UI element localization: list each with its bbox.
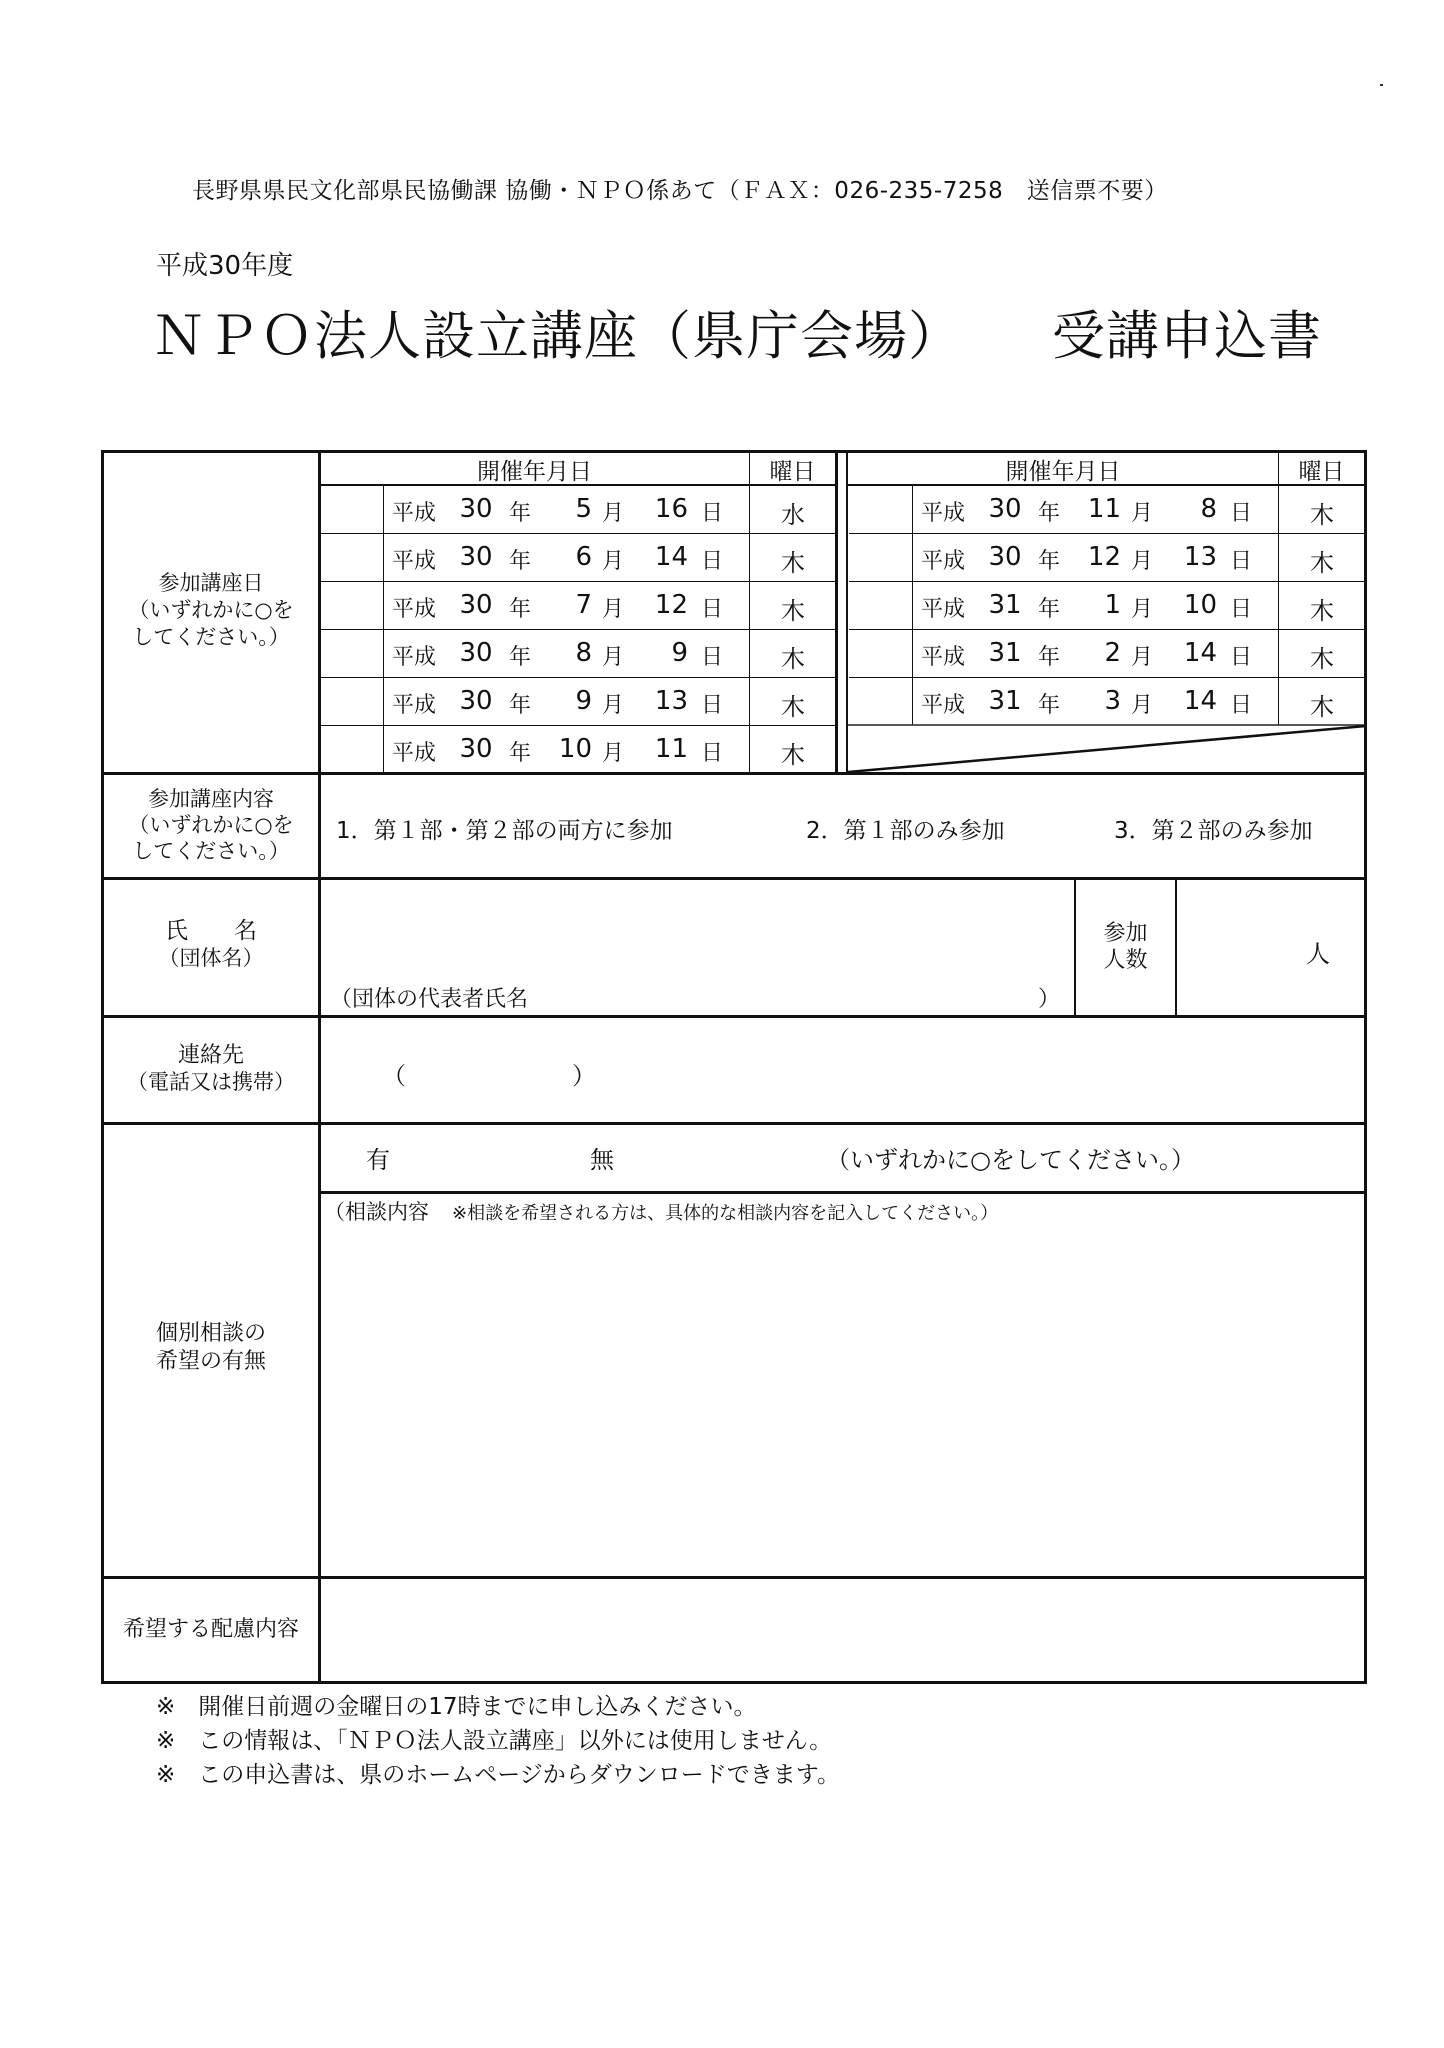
date-weekday: 木 (1310, 597, 1334, 625)
date-row[interactable] (320, 677, 836, 725)
consult-yes[interactable]: 有 (366, 1146, 390, 1174)
blank-cell-diagonal (848, 724, 1366, 774)
date-nen: 年 (508, 693, 531, 718)
date-tsuki: 月 (1130, 693, 1153, 718)
date-weekday: 木 (781, 741, 805, 769)
date-day: 9 (671, 638, 688, 668)
date-year: 30 (988, 542, 1022, 572)
date-day: 16 (654, 494, 688, 524)
contact-label-line1: 連絡先 (177, 1043, 244, 1068)
date-select-cell[interactable] (320, 725, 382, 773)
date-day: 13 (1183, 542, 1217, 572)
consult-instruction: （いずれかに○をしてください。） (826, 1146, 1195, 1174)
note-deadline: ※ 開催日前週の金曜日の17時までに申し込みください。 (156, 1694, 757, 1720)
date-hi: 日 (700, 501, 723, 526)
area-code-open: （ (382, 1062, 406, 1090)
date-row[interactable] (320, 725, 836, 773)
dates-label-line3: してください。） (132, 625, 290, 649)
date-day: 11 (654, 734, 688, 764)
consult-label-line1: 個別相談の (155, 1321, 266, 1346)
date-weekday: 木 (781, 693, 805, 721)
date-weekday: 木 (781, 549, 805, 577)
divider-consult-choice (320, 1191, 1367, 1194)
date-tsuki: 月 (601, 693, 624, 718)
date-weekday: 木 (1310, 645, 1334, 673)
weekday-header-right: 曜日 (1298, 459, 1345, 485)
count-label (1076, 920, 1175, 974)
date-era: 平成 (392, 645, 437, 670)
date-weekday: 木 (1310, 501, 1334, 529)
date-era: 平成 (921, 549, 966, 574)
date-tsuki: 月 (601, 597, 624, 622)
date-select-cell[interactable] (849, 485, 911, 533)
date-nen: 年 (508, 501, 531, 526)
date-year: 31 (988, 638, 1022, 668)
date-nen: 年 (1037, 597, 1060, 622)
weekday-header-left: 曜日 (769, 459, 816, 485)
date-row[interactable] (849, 677, 1365, 725)
date-tsuki: 月 (1130, 501, 1153, 526)
date-day: 10 (1183, 590, 1217, 620)
title-sub: 受講申込書 (1052, 306, 1322, 367)
content-option-3[interactable]: 3．第２部のみ参加 (1114, 818, 1313, 844)
fiscal-year: 平成30年度 (156, 251, 294, 281)
date-select-cell[interactable] (320, 629, 382, 677)
date-nen: 年 (1037, 693, 1060, 718)
date-hi: 日 (700, 645, 723, 670)
representative-open: （団体の代表者氏名 (330, 987, 529, 1012)
date-month: 11 (1087, 494, 1121, 524)
participant-count-input[interactable] (1178, 880, 1298, 1014)
date-hi: 日 (1229, 549, 1252, 574)
consult-detail-label: （相談内容 (324, 1200, 429, 1224)
date-nen: 年 (508, 741, 531, 766)
date-weekday: 木 (1310, 549, 1334, 577)
date-era: 平成 (392, 741, 437, 766)
date-row[interactable] (849, 485, 1365, 533)
page-title (152, 294, 1322, 370)
title-main: ＮＰＯ法人設立講座（県庁会場） (152, 306, 962, 367)
phone-input[interactable] (600, 1050, 1340, 1090)
date-weekday: 木 (781, 597, 805, 625)
date-era: 平成 (392, 597, 437, 622)
name-label-line1: 氏 名 (165, 918, 257, 944)
date-year: 30 (459, 734, 493, 764)
date-hi: 日 (1229, 645, 1252, 670)
dates-label-line1: 参加講座日 (158, 571, 264, 595)
date-nen: 年 (508, 597, 531, 622)
date-row[interactable] (849, 581, 1365, 629)
date-tsuki: 月 (601, 501, 624, 526)
date-day: 14 (1183, 638, 1217, 668)
content-label-line3: してください。） (132, 839, 290, 863)
date-weekday: 水 (781, 501, 805, 529)
count-label-line1: 参加 (1103, 921, 1148, 946)
date-row[interactable] (320, 485, 836, 533)
date-row[interactable] (849, 629, 1365, 677)
name-input[interactable] (322, 880, 1072, 976)
date-era: 平成 (921, 501, 966, 526)
count-value-divider (1175, 878, 1177, 1017)
consult-no[interactable]: 無 (590, 1146, 614, 1174)
date-select-cell[interactable] (320, 677, 382, 725)
date-year: 30 (459, 494, 493, 524)
date-row[interactable] (320, 581, 836, 629)
count-label-line2: 人数 (1103, 948, 1148, 973)
date-month: 10 (558, 734, 592, 764)
date-hi: 日 (1229, 693, 1252, 718)
content-label (104, 786, 318, 864)
date-year: 31 (988, 590, 1022, 620)
date-tsuki: 月 (1130, 645, 1153, 670)
date-year: 30 (459, 638, 493, 668)
date-select-cell[interactable] (320, 533, 382, 581)
representative-close: ） (1038, 987, 1061, 1012)
date-select-cell[interactable] (849, 533, 911, 581)
date-day: 14 (1183, 686, 1217, 716)
date-month: 2 (1104, 638, 1121, 668)
date-month: 6 (575, 542, 592, 572)
dates-label (104, 570, 318, 651)
date-nen: 年 (508, 645, 531, 670)
date-select-cell[interactable] (320, 581, 382, 629)
area-code-close: ） (572, 1062, 596, 1090)
date-tsuki: 月 (1130, 597, 1153, 622)
date-tsuki: 月 (601, 741, 624, 766)
date-hi: 日 (1229, 597, 1252, 622)
contact-label-line2: （電話又は携帯） (127, 1070, 295, 1094)
date-month: 12 (1087, 542, 1121, 572)
content-option-1[interactable]: 1．第１部・第２部の両方に参加 (336, 818, 673, 844)
area-code-input[interactable] (410, 1050, 570, 1090)
date-era: 平成 (392, 693, 437, 718)
date-select-cell[interactable] (320, 485, 382, 533)
date-month: 7 (575, 590, 592, 620)
accommodation-label: 希望する配慮内容 (122, 1617, 299, 1642)
contact-label (104, 1042, 318, 1096)
dates-label-line2: （いずれかに○を (128, 598, 294, 622)
content-label-line2: （いずれかに○を (128, 813, 294, 837)
scan-speck (1380, 84, 1383, 86)
date-era: 平成 (921, 645, 966, 670)
date-month: 5 (575, 494, 592, 524)
date-era: 平成 (392, 501, 437, 526)
date-day: 12 (654, 590, 688, 620)
date-hi: 日 (700, 597, 723, 622)
date-weekday: 木 (781, 645, 805, 673)
consult-label-line2: 希望の有無 (155, 1349, 266, 1374)
name-label (104, 918, 318, 972)
date-year: 30 (459, 686, 493, 716)
date-month: 9 (575, 686, 592, 716)
content-label-line1: 参加講座内容 (148, 787, 274, 811)
date-month: 3 (1104, 686, 1121, 716)
consult-label (104, 1320, 318, 1376)
date-era: 平成 (921, 693, 966, 718)
date-month: 8 (575, 638, 592, 668)
date-hi: 日 (700, 741, 723, 766)
date-weekday: 木 (1310, 693, 1334, 721)
date-month: 1 (1104, 590, 1121, 620)
date-nen: 年 (1037, 549, 1060, 574)
date-year: 31 (988, 686, 1022, 716)
date-row[interactable] (849, 533, 1365, 581)
date-select-cell[interactable] (849, 677, 911, 725)
consult-detail-input[interactable] (322, 1226, 1362, 1574)
date-year: 30 (459, 590, 493, 620)
date-header-right: 開催年月日 (1005, 459, 1121, 485)
divider-contact (101, 1122, 1367, 1125)
date-tsuki: 月 (601, 549, 624, 574)
date-row[interactable] (320, 629, 836, 677)
date-row[interactable] (320, 533, 836, 581)
date-header-left: 開催年月日 (477, 459, 592, 485)
date-day: 13 (654, 686, 688, 716)
count-unit: 人 (1306, 940, 1330, 968)
consult-detail-note: ※相談を希望される方は、具体的な相談内容を記入してください。） (452, 1203, 999, 1224)
date-year: 30 (988, 494, 1022, 524)
date-hi: 日 (700, 549, 723, 574)
date-year: 30 (459, 542, 493, 572)
accommodation-input[interactable] (322, 1580, 1362, 1680)
content-option-2[interactable]: 2．第１部のみ参加 (806, 818, 1005, 844)
date-nen: 年 (1037, 501, 1060, 526)
date-hi: 日 (1229, 501, 1252, 526)
date-era: 平成 (921, 597, 966, 622)
date-tsuki: 月 (1130, 549, 1153, 574)
divider-name (101, 1015, 1367, 1018)
date-era: 平成 (392, 549, 437, 574)
name-label-line2: （団体名） (158, 946, 264, 970)
fax-destination: 長野県県民文化部県民協働課 協働・ＮＰＯ係あて（ＦＡＸ：026-235-7258 送信票不要） (192, 178, 1168, 204)
date-nen: 年 (1037, 645, 1060, 670)
date-select-cell[interactable] (849, 629, 911, 677)
date-hi: 日 (700, 693, 723, 718)
note-download: ※ この申込書は、県のホームページからダウンロードできます。 (156, 1762, 840, 1788)
date-tsuki: 月 (601, 645, 624, 670)
note-privacy: ※ この情報は、「ＮＰＯ法人設立講座」以外には使用しません。 (156, 1728, 833, 1754)
date-nen: 年 (508, 549, 531, 574)
divider-consult (101, 1576, 1367, 1579)
date-day: 14 (654, 542, 688, 572)
date-day: 8 (1200, 494, 1217, 524)
representative-input[interactable] (560, 978, 1030, 1012)
date-select-cell[interactable] (849, 581, 911, 629)
table-border-bottom (101, 1681, 1367, 1684)
